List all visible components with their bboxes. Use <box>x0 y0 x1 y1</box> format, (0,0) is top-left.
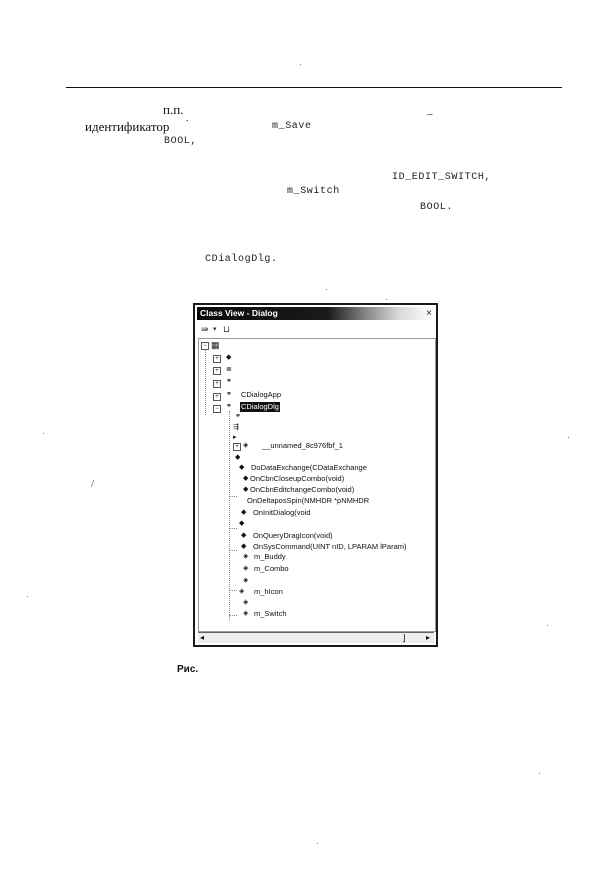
collapse-toggle[interactable]: − <box>201 342 209 350</box>
text-identifier: идентификатор <box>85 119 170 134</box>
horizontal-scrollbar[interactable] <box>198 632 434 643</box>
tree-guide <box>229 550 237 551</box>
top-rule <box>66 87 562 88</box>
tree-node-cbneditchange[interactable]: OnCbnEditchangeCombo(void) <box>250 485 355 494</box>
code-m-switch: m_Switch <box>287 186 340 197</box>
member-variable-icon: ◈ <box>243 577 249 584</box>
code-m-save: m_Save <box>272 121 312 132</box>
text-pp: п.п. <box>163 102 184 117</box>
window-title: Class View - Dialog <box>200 308 278 318</box>
class-icon: ⚭ <box>226 403 232 410</box>
scan-mark: / <box>91 478 95 490</box>
class-view-window <box>193 303 438 647</box>
function-icon: ◆ <box>235 454 241 461</box>
tree-node-m-switch[interactable]: m_Switch <box>254 609 287 618</box>
scan-speck <box>43 433 44 434</box>
tree-node-dodataexchange[interactable]: DoDataExchange(CDataExchange <box>251 463 367 472</box>
scan-speck <box>539 773 540 774</box>
toolbar <box>197 322 434 336</box>
enum-icon: ▸ <box>233 434 237 441</box>
code-id-edit-switch: ID_EDIT_SWITCH, <box>392 172 492 183</box>
expand-toggle[interactable]: + <box>213 355 221 363</box>
method-icon: ◆ <box>239 520 245 527</box>
class-icon: ⚭ <box>226 378 232 385</box>
tree-guide <box>229 590 237 591</box>
scan-speck <box>300 64 301 65</box>
member-variable-icon: ◈ <box>243 553 249 560</box>
figure-caption: Рис. <box>177 664 199 675</box>
folder-icon[interactable]: ⊔ <box>223 324 231 334</box>
member-variable-icon: ◈ <box>243 565 249 572</box>
tree-node-unnamed[interactable]: __unnamed_8c976fbf_1 <box>262 441 343 450</box>
tree-node-cdialogdlg[interactable]: CDialogDlg <box>241 402 279 411</box>
scan-speck <box>326 289 327 290</box>
method-icon: ◆ <box>243 486 249 493</box>
code-bool-2: BOOL. <box>420 202 454 213</box>
scan-speck <box>568 437 569 438</box>
tree-node-deltaposspin[interactable]: OnDeltaposSpin(NMHDR *pNMHDR <box>247 496 370 505</box>
class-view-sort-icon[interactable]: ⇛ <box>201 324 209 334</box>
collapse-toggle[interactable]: − <box>213 405 221 413</box>
method-icon: ◆ <box>241 532 247 539</box>
title-bar[interactable] <box>197 307 434 320</box>
tree-guide <box>205 347 206 415</box>
scroll-left-icon[interactable]: ◂ <box>200 633 205 642</box>
member-variable-icon: ◈ <box>239 588 245 595</box>
text-dash: _ <box>427 104 433 116</box>
expand-toggle[interactable]: + <box>213 367 221 375</box>
tree-guide <box>229 615 237 616</box>
class-icon: ⚭ <box>235 413 241 420</box>
enum-icon: ◈ <box>243 442 249 449</box>
member-variable-icon: ◈ <box>243 610 249 617</box>
expand-toggle[interactable]: + <box>213 380 221 388</box>
tree-node-initdialog[interactable]: OnInitDialog(void <box>253 508 311 517</box>
code-cdialogdlg: CDialogDlg. <box>205 254 278 265</box>
tree-node-m-combo[interactable]: m_Combo <box>254 564 289 573</box>
macro-list-icon: ≣ <box>226 366 232 373</box>
scan-speck <box>386 299 387 300</box>
scan-speck <box>547 625 548 626</box>
tree-guide <box>229 528 237 529</box>
dropdown-arrow-icon[interactable]: ▾ <box>213 326 217 333</box>
tree-node-m-hicon[interactable]: m_hIcon <box>254 587 283 596</box>
scroll-right-icon[interactable]: ▸ <box>426 633 431 642</box>
expand-toggle[interactable]: + <box>213 393 221 401</box>
tree-node-cdialogapp[interactable]: CDialogApp <box>241 390 282 399</box>
class-icon: ⚭ <box>226 391 232 398</box>
map-icon: ⇶ <box>233 424 239 431</box>
project-icon: ▦ <box>211 340 220 350</box>
tree-node-syscommand[interactable]: OnSysCommand(UINT nID, LPARAM lParam) <box>253 542 407 551</box>
method-icon: ◆ <box>241 543 247 550</box>
member-variable-icon: ◈ <box>243 599 249 606</box>
expand-toggle[interactable]: + <box>233 443 241 451</box>
scan-speck <box>317 843 318 844</box>
tree-node-cbncloseup[interactable]: OnCbnCloseupCombo(void) <box>250 474 345 483</box>
global-function-icon: ◆ <box>226 354 232 361</box>
method-icon: ◆ <box>243 475 249 482</box>
scan-speck <box>27 596 28 597</box>
text-dot: . <box>186 113 189 124</box>
code-bool-1: BOOL, <box>164 136 198 147</box>
class-tree <box>198 338 436 632</box>
tree-node-m-buddy[interactable]: m_Buddy <box>254 552 286 561</box>
tree-node-querydragicon[interactable]: OnQueryDragIcon(void) <box>253 531 333 540</box>
close-icon[interactable]: × <box>426 308 432 319</box>
method-icon: ◆ <box>239 464 245 471</box>
method-icon: ◆ <box>241 509 247 516</box>
scroll-thumb[interactable]: ⌋ <box>402 633 406 643</box>
tree-guide <box>229 496 237 497</box>
